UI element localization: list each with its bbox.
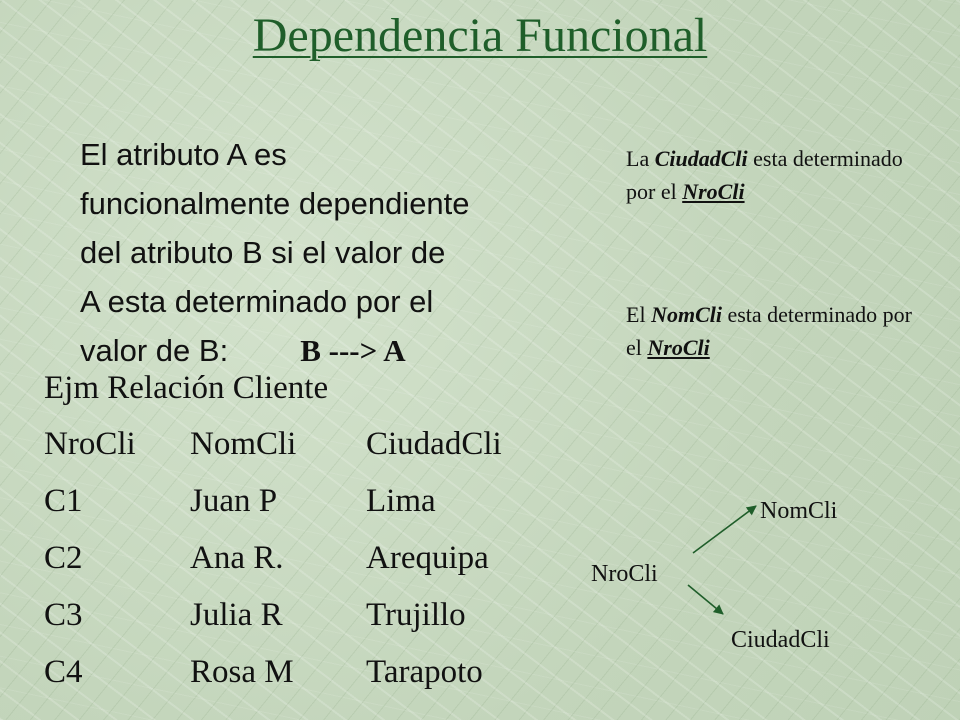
note-determinant: NroCli: [647, 335, 710, 360]
note-subject: NomCli: [651, 302, 722, 327]
column-header: NroCli: [44, 426, 136, 462]
table-cell: C4: [44, 654, 83, 690]
table-cell: Julia R: [190, 597, 283, 633]
diagram-label-nrocli: NroCli: [591, 561, 658, 587]
note-text: esta determinado por el: [626, 302, 912, 360]
note-subject: CiudadCli: [654, 146, 748, 171]
column-header: NomCli: [190, 426, 297, 462]
arrow-to-ciudadcli: [688, 585, 723, 614]
table-cell: C1: [44, 483, 83, 519]
definition-line: del atributo B si el valor de: [80, 235, 446, 270]
table-cell: Tarapoto: [366, 654, 483, 690]
table-cell: C3: [44, 597, 83, 633]
definition-line: A esta determinado por el: [80, 284, 434, 319]
diagram-label-ciudadcli: CiudadCli: [731, 627, 830, 653]
definition-line: valor de B:: [80, 333, 229, 368]
table-cell: Arequipa: [366, 540, 489, 576]
note-text: esta determinado por el: [626, 146, 903, 204]
example-title: Ejm Relación Cliente: [44, 370, 329, 406]
definition-line: funcionalmente dependiente: [80, 186, 470, 221]
note-text: La: [626, 146, 655, 171]
arrow-to-nomcli: [693, 506, 756, 553]
note-text: El: [626, 302, 652, 327]
dependency-notation: B ---> A: [300, 333, 406, 368]
table-cell: Ana R.: [190, 540, 284, 576]
diagram-label-nomcli: NomCli: [760, 498, 838, 524]
table-cell: Lima: [366, 483, 436, 519]
table-cell: Juan P: [190, 483, 278, 519]
table-cell: Trujillo: [366, 597, 466, 633]
definition-line: El atributo A es: [80, 137, 287, 172]
slide-title: Dependencia Funcional: [252, 9, 708, 62]
table-cell: Rosa M: [190, 654, 294, 690]
column-header: CiudadCli: [366, 426, 502, 462]
note-determinant: NroCli: [682, 179, 745, 204]
table-cell: C2: [44, 540, 83, 576]
